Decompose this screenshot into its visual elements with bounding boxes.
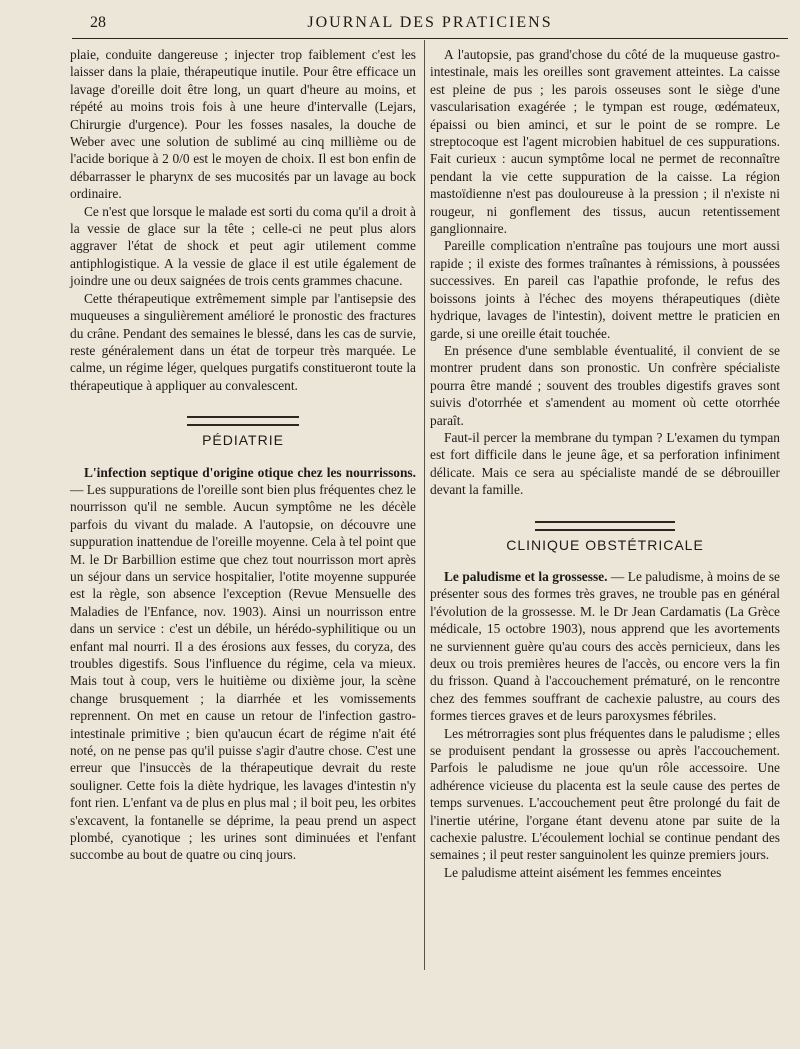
article-body-paludisme-2: Les métrorragies sont plus fréquentes dans le paludisme ; elles se produisent pendant la grossesse ou après l'accouchement. Parfois le paludisme ne joue qu'un rôle accessoire. Une adhérence vicieuse du placenta est la seule cause des pertes de temps survenues. L'accouchement peut être prolongé du fait de l'inertie utérine, l'organe étant devenu atone par suite de la cachexie palustre. L'écoulement lochial se continue pendant des semaines ; il peut rester sanguinolent les quinze premiers jours. <box>430 725 780 863</box>
section-title-pediatrie: PÉDIATRIE <box>202 432 284 449</box>
pediatrie-article <box>70 464 416 864</box>
article-heading-paludisme: Le paludisme et la grossesse. <box>444 568 608 584</box>
article-body-otique: — Les suppurations de l'oreille sont bien plus fréquentes chez le nourrisson qu'il ne semble. Aucun symptôme ne les décèle parfois du vivant du malade. A l'autopsie, on découvre une suppuration inattendue de l'oreille moyenne. Cela à tel point que M. le Dr Barbillion estime que chez tout nourrisson mort après un séjour dans un service hospitalier, l'otite moyenne suppurée est la règle, son absence l'exception (Revue Mensuelle des Maladies de l'Enfance, nov. 1903). Ainsi un nourrisson entre dans un service : c'est un débile, un hérédo-syphilitique ou un enfant mal nourri. Il a des érosions aux fesses, du coryza, des troubles digestifs. Sous l'influence du régime, cela va mieux. Mais tout à coup, vers le huitième ou dixième jour, la scène change brusquement ; la diarrhée et les vomissements reprennent. On met en cause un retour de l'infection gastro-intestinale primitive ; bien qu'aucun écart de régime n'ait été noté, on ne pense pas qu'il puisse s'agir d'autre chose. C'est une erreur que l'insuccès de la thérapeutique devrait du reste souligner. Cette fois la diète hydrique, les lavages d'intestin n'y font rien. L'enfant va de plus en plus mal ; il boit peu, les orbites s'excavent, la fontanelle se déprime, la peau prend un aspect plombé, cyanotique ; les urines sont diminuées et l'enfant succombe au bout de quatre ou cinq jours. <box>70 481 416 863</box>
left-paragraph-1: plaie, conduite dangereuse ; injecter trop faiblement c'est les laisser dans la plaie, thérapeutique inutile. Pour être efficace un lavage d'oreille doit être long, un quart d'heure au moins, et répété au moins trois fois à une heure d'intervalle (Lejars, Chirurgie d'urgence). Pour les fosses nasales, la douche de Weber avec une solution de sublimé au cinq millième ou de l'acide borique à 2 0/0 est le moyen de choix. Il est bon enfin de débarrasser le pharynx de ses mucosités par un lavage au bock ordinaire. <box>70 47 416 202</box>
page-header <box>72 12 788 38</box>
section-title-clinique: CLINIQUE OBSTÉTRICALE <box>506 536 704 553</box>
header-rule <box>72 38 788 39</box>
page-number: 28 <box>90 14 106 31</box>
section-ornament-rule <box>187 416 299 426</box>
column-divider <box>424 40 425 970</box>
right-column <box>430 46 780 881</box>
journal-title: JOURNAL DES PRATICIENS <box>307 14 553 31</box>
right-paragraph-3: En présence d'une semblable éventualité, il convient de se montrer prudent dans son pronostic. Un confrère spécialiste pourra être mandé ; souvent des troubles digestifs graves sont suivis d'otorrhée et s'amendent au moment où cette otorrhée paraît. <box>430 342 780 428</box>
article-body-paludisme-3: Le paludisme atteint aisément les femmes enceintes <box>444 864 722 880</box>
right-paragraph-2: Pareille complication n'entraîne pas toujours une mort aussi rapide ; il existe des formes traînantes à rémissions, à poussées successives. En pareil cas l'apathie profonde, le refus des boissons joints à l'échec des moyens thérapeutiques (diète hydrique, lavages de l'intestin), doivent mettre le praticien en garde, si une oreille était touchée. <box>430 238 780 341</box>
right-paragraph-4: Faut-il percer la membrane du tympan ? L'examen du tympan est fort difficile dans le jeune âge, et sa perforation infiniment délicate. Mais ce sera au spécialiste mandé de se débrouiller devant la famille. <box>430 429 780 498</box>
left-column <box>70 46 416 864</box>
article-heading-otique: L'infection septique d'origine otique chez les nourrissons. <box>84 464 416 480</box>
section-ornament-rule-2 <box>535 521 675 531</box>
clinique-article <box>430 568 780 725</box>
right-paragraph-1: A l'autopsie, pas grand'chose du côté de la muqueuse gastro-intestinale, mais les oreilles sont gravement atteintes. La caisse est pleine de pus ; les parois osseuses sont le siège d'une vascularisation exagérée ; le tympan est rouge, œdémateux, épaissi ou bien aminci, et sur le point de se rompre. Le streptocoque est l'agent microbien habituel de ces suppurations. Fait curieux : aucun symptôme local ne permet de reconnaître pendant la vie cette suppuration de la caisse. La région mastoïdienne n'est pas douloureuse à la pression ; il n'existe ni rougeur, ni gonflement des tissus, aucun retentissement ganglionnaire. <box>430 47 780 237</box>
left-paragraph-3: Cette thérapeutique extrêmement simple par l'antisepsie des muqueuses a singulièrement amélioré le pronostic des fractures du crâne. Pendant des semaines le blessé, dans les cas de survie, reste généralement dans un état de torpeur très marquée. Le calme, un régime léger, quelques purgatifs constitueront toute la thérapeutique à appliquer au convalescent. <box>70 290 416 393</box>
article-body-paludisme-1: — Le paludisme, à moins de se présenter sous des formes très graves, ne trouble pas en général l'évolution de la grossesse. M. le Dr Jean Cardamatis (La Grèce médicale, 15 octobre 1903), nous apprend que les avortements ne surviennent guère qu'au cours des accès pernicieux, dans les deux ou trois premières heures de l'accès, ou encore vers la fin du frisson. Quand à l'accouchement prématuré, on le rencontre chez des femmes souffrant de cachexie palustre, au cours des formes tierces graves et de leurs paroxysmes fébriles. <box>430 568 781 724</box>
left-paragraph-2: Ce n'est que lorsque le malade est sorti du coma qu'il a droit à la vessie de glace sur la tête ; celle-ci ne peut plus alors aggraver l'état de shock et peut agir utilement comme antiphlogistique. A la vessie de glace il est utile également de joindre une ou deux saignées de trois cents grammes chacune. <box>70 203 416 289</box>
